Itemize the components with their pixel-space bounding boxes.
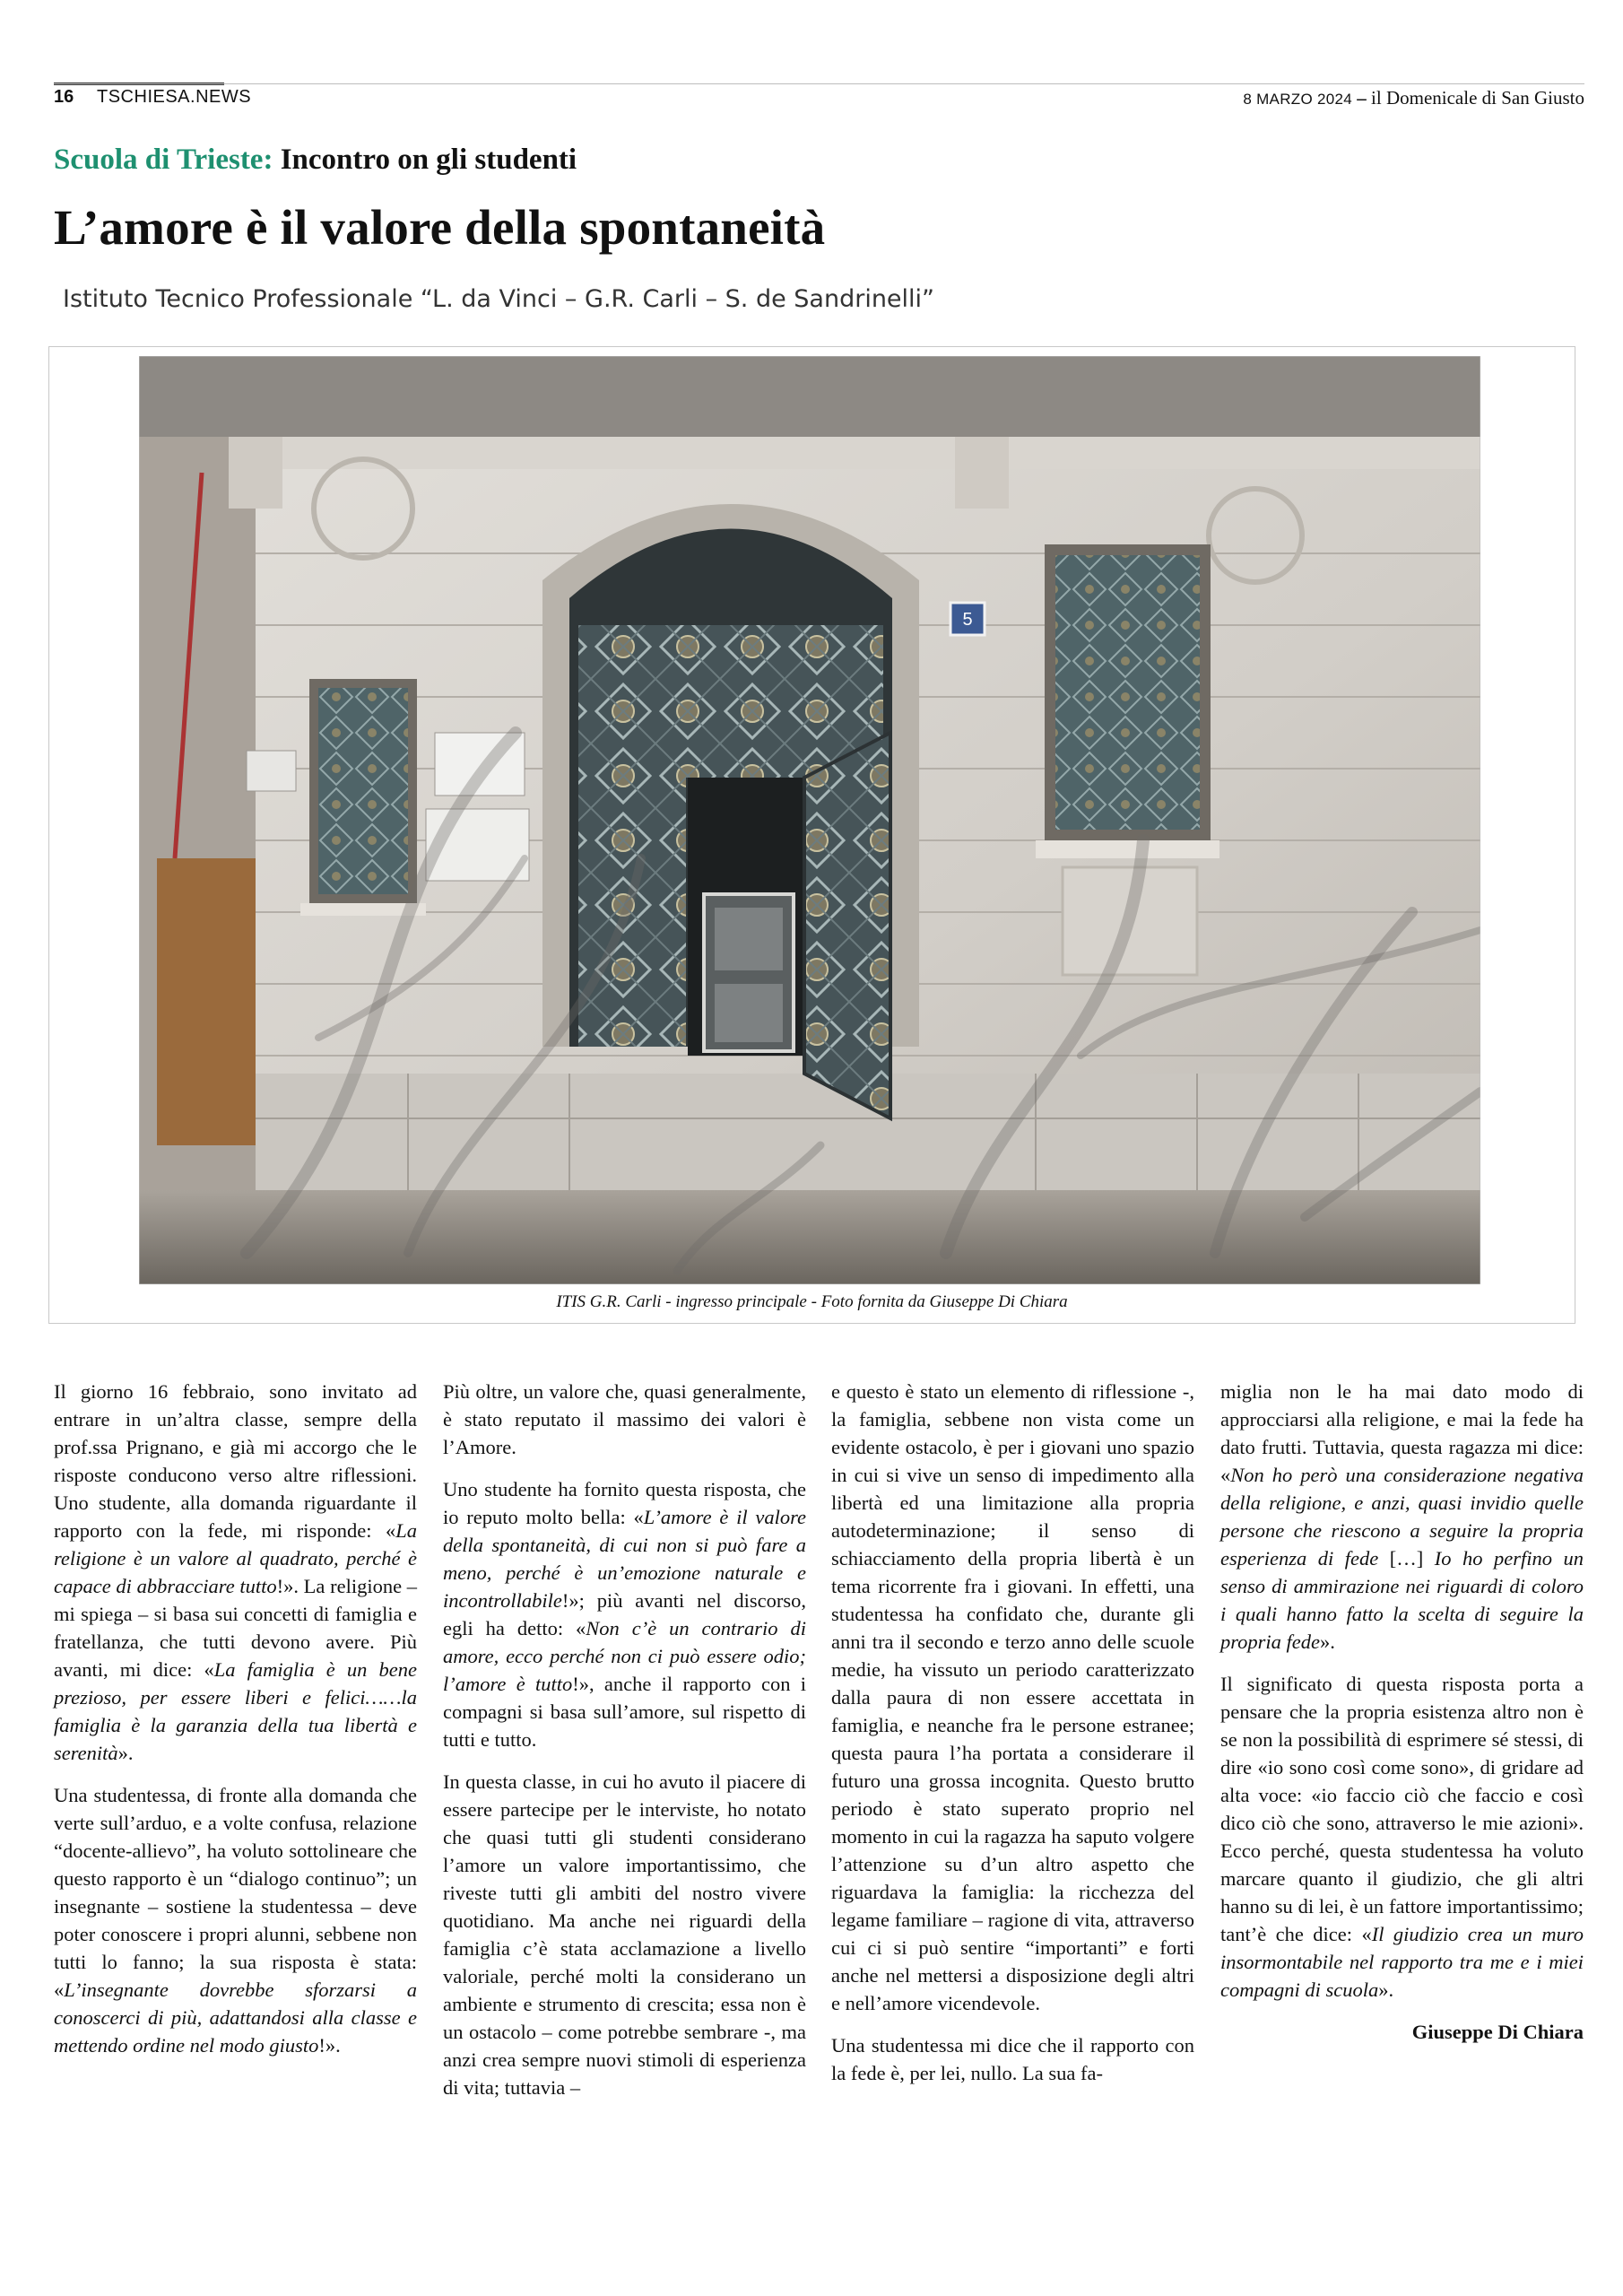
quote: La religione è un valore al quadrato, perché è capace di abbracciare tutto xyxy=(54,1519,417,1597)
kicker-place: Scuola di Trieste: xyxy=(54,144,273,176)
publication-name: il Domenicale di San Giusto xyxy=(1371,87,1584,109)
paragraph: e questo è stato un elemento di riflessione -, la famiglia, sebbene non vista come un evidente ostacolo, è per i giovani uno spazio in cui si vive un senso di impedimento alla libertà ed una limitazione alla propria autodeterminazione; il senso di schiacciamento della propria libertà è un tema ricorrente fra i giovani. In effetti, una studentessa ha confidato che, durante gli anni tra il secondo e terzo anno delle scuole medie, ha vissuto un periodo caratterizzato dalla paura di non essere accettata in famiglia, e neanche fra le persone estranee; questa paura l’ha portata a considerare il futuro una grossa incognita. Questo brutto periodo è stato superato proprio nel momento in cui la ragazza ha saputo volgere l’attenzione su d’un altro aspetto che riguardava la famiglia: la ricchezza del legame familiare – ragione di vita, attraverso cui ci si può sentire “importanti” e forti anche nel mettersi a disposizione degli altri e nell’amore vicendevole. xyxy=(831,1380,1194,2014)
paragraph: Una studentessa mi dice che il rapporto con la fede è, per lei, nullo. La sua fa- xyxy=(831,2034,1194,2084)
quote: La famiglia è un bene prezioso, per essere liberi e felici……la famiglia è la garanzia della tua libertà e serenità xyxy=(54,1658,417,1764)
article-column-2 xyxy=(443,1378,806,2116)
article-column-1 xyxy=(54,1378,417,2074)
article-subhead: Istituto Tecnico Professionale “L. da Vinci – G.R. Carli – S. de Sandrinelli” xyxy=(63,285,935,313)
paragraph: In questa classe, in cui ho avuto il piacere di essere partecipe per le interviste, ho notato che quasi tutti gli studenti considerano l’amore un valore importantissimo, che riveste tutti gli ambiti del nostro vivere quotidiano. Ma anche nei riguardi della famiglia c’è stata acclamazione a livello valoriale, perché molti la considerano un ambiente e strumento di crescita; essa non è un ostacolo – come potrebbe sembrare -, ma anzi crea sempre nuovi stimoli di esperienza di vita; tuttavia – xyxy=(443,1770,806,2099)
paragraph: miglia non le ha mai dato modo di approcciarsi alla religione, e mai la fede ha dato frutti. Tuttavia, questa ragazza mi dice: «Non ho però una considerazione negativa della religione, e anzi, quasi invidio quelle persone che riescono a seguire la propria esperienza di fede […] Io ho perfino un senso di ammirazione nei riguardi di coloro i quali hanno fatto la scelta di seguire la propria fede». xyxy=(1220,1380,1584,1653)
house-number: 5 xyxy=(962,610,973,630)
article-headline: L’amore è il valore della spontaneità xyxy=(54,200,826,255)
quote: L’insegnante dovrebbe sforzarsi a conoscerci di più, adattandosi alla classe e mettendo ordine nel modo giusto xyxy=(54,1979,417,2057)
page-header xyxy=(54,87,1584,110)
quote: Il giudizio crea un muro insormontabile nel rapporto tra me e i miei compagni di scuola xyxy=(1220,1923,1584,2001)
article-kicker xyxy=(54,144,577,177)
paragraph: Una studentessa, di fronte alla domanda che verte sull’arduo, e a volte confusa, relazione “docente-allievo”, ha voluto sottolineare che questo rapporto è un “dialogo continuo”; un insegnante – sostiene la studentessa – deve poter conoscere i propri alunni, sebbene non tutti lo fanno; la sua risposta è stata: «L’insegnante dovrebbe sforzarsi a conoscerci di più, adattandosi alla classe e mettendo ordine nel modo giusto!». xyxy=(54,1784,417,2057)
paragraph: Più oltre, un valore che, quasi generalmente, è stato reputato il massimo dei valori è l’Amore. xyxy=(443,1380,806,1458)
photo-caption: ITIS G.R. Carli - ingresso principale - Foto fornita da Giuseppe Di Chiara xyxy=(556,1292,1068,1311)
kicker-topic: Incontro on gli studenti xyxy=(273,144,577,176)
site-name[interactable]: TSCHIESA.NEWS xyxy=(97,87,252,107)
quote: Io ho perfino un senso di ammirazione nei riguardi di coloro i quali hanno fatto la scelta di seguire la propria fede xyxy=(1220,1547,1584,1653)
article-column-3 xyxy=(831,1378,1194,2101)
dateline xyxy=(1243,87,1584,109)
quote: L’amore è il valore della spontaneità, di cui non si può fare a meno, perché è un’emozione naturale e incontrollabile xyxy=(443,1506,806,1612)
dateline-separator: – xyxy=(1352,87,1372,109)
issue-date: 8 MARZO 2024 xyxy=(1243,91,1353,108)
article-author: Giuseppe Di Chiara xyxy=(1411,2021,1584,2043)
article-column-4 xyxy=(1220,1378,1584,2046)
paragraph: Il significato di questa risposta porta a pensare che la propria esistenza altro non è se non la possibilità di esprimere sé stessi, di dire «io sono così come sono», di gridare ad alta voce: «io faccio ciò che faccio e così dico ciò che sono, attraverso le mie azioni». Ecco perché, questa studentessa ha voluto marcare quanto il giudizio, che gli altri hanno su di lei, è un fattore importantissimo; tant’è che dice: «Il giudizio crea un muro insormontabile nel rapporto tra me e i miei compagni di scuola». xyxy=(1220,1673,1584,2001)
school-entrance-photo xyxy=(139,356,1480,1284)
quote: Non ho però una considerazione negativa della religione, e anzi, quasi invidio quelle persone che riescono a seguire la propria esperienza di fede xyxy=(1220,1464,1584,1570)
page-number: 16 xyxy=(54,87,74,107)
paragraph: Uno studente ha fornito questa risposta, che io reputo molto bella: «L’amore è il valore della spontaneità, di cui non si può fare a meno, perché è un’emozione naturale e incontrollabile!»; più avanti nel discorso, egli ha detto: «Non c’è un contrario di amore, ecco perché non ci può essere odio; l’amore è tutto!», anche il rapporto con i compagni si basa sull’amore, sul rispetto di tutti e tutto. xyxy=(443,1478,806,1751)
header-rule xyxy=(54,83,1584,84)
paragraph: Il giorno 16 febbraio, sono invitato ad entrare in un’altra classe, sempre della prof.ssa Prignano, e già mi accorgo che le risposte conducono verso altre riflessioni. Uno studente, alla domanda riguardante il rapporto con la fede, mi risponde: «La religione è un valore al quadrato, perché è capace di abbracciare tutto!». La religione – mi spiega – si basa sui concetti di famiglia e fratellanza, che tutti devono avere. Più avanti, mi dice: «La famiglia è un bene prezioso, per essere liberi e felici……la famiglia è la garanzia della tua libertà e serenità». xyxy=(54,1380,417,1764)
quote: Non c’è un contrario di amore, ecco perché non ci può essere odio; l’amore è tutto xyxy=(443,1617,806,1695)
